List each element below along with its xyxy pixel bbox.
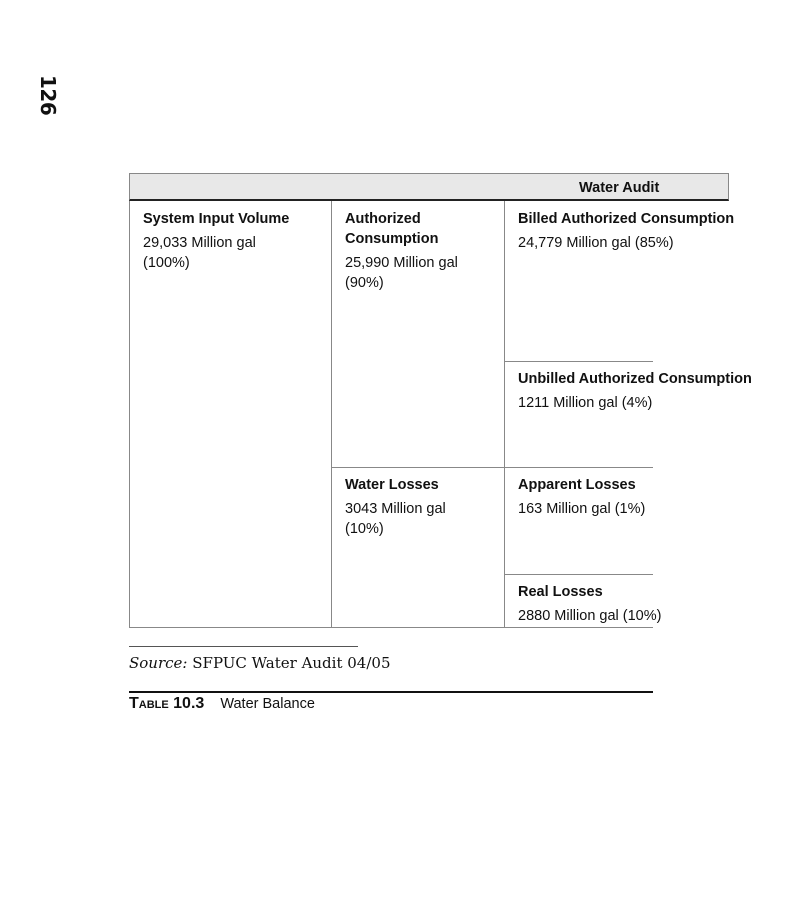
column-divider-2 (504, 201, 505, 628)
cell-system-input-volume (130, 203, 331, 273)
caption-label: Table 10.3 (129, 695, 205, 712)
source-divider (129, 646, 358, 647)
source-label: Source: (129, 654, 188, 672)
water-balance-table (129, 173, 752, 628)
water-losses-heading: Water Losses (345, 477, 439, 493)
caption-divider (129, 691, 653, 693)
caption-text: Water Balance (220, 696, 315, 712)
cell-billed-authorized (505, 203, 805, 253)
cell-real-losses (505, 576, 805, 626)
cell-water-losses (332, 469, 504, 539)
page-number-text: 126 (36, 75, 60, 116)
table-bottom-border (129, 627, 653, 628)
water-losses-value: 3043 Million gal (10%) (345, 501, 446, 537)
row-divider-authorized-losses (331, 467, 653, 468)
authorized-heading: Authorized Consumption (345, 211, 439, 247)
billed-authorized-heading: Billed Authorized Consumption (518, 211, 735, 227)
billed-authorized-value: 24,779 Million gal (85%) (518, 235, 674, 251)
cell-authorized-consumption (332, 203, 504, 293)
row-divider-billed-unbilled (504, 361, 653, 362)
system-input-value: 29,033 Million gal (100%) (143, 235, 256, 271)
cell-apparent-losses (505, 469, 805, 519)
apparent-losses-value: 163 Million gal (1%) (518, 501, 646, 517)
cell-unbilled-authorized (505, 363, 805, 413)
system-input-heading: System Input Volume (143, 211, 290, 227)
unbilled-authorized-heading: Unbilled Authorized Consumption (518, 371, 752, 387)
source-text: SFPUC Water Audit 04/05 (192, 654, 391, 672)
apparent-losses-heading: Apparent Losses (518, 477, 636, 493)
unbilled-authorized-value: 1211 Million gal (4%) (518, 395, 653, 411)
real-losses-value: 2880 Million gal (10%) (518, 608, 662, 624)
source-note (129, 654, 390, 672)
table-title-bar (129, 173, 729, 201)
authorized-value: 25,990 Million gal (90%) (345, 255, 458, 291)
real-losses-heading: Real Losses (518, 584, 603, 600)
page-number (36, 45, 93, 116)
row-divider-apparent-real (504, 574, 653, 575)
table-title: Water Audit (579, 180, 660, 196)
table-caption (129, 695, 315, 713)
